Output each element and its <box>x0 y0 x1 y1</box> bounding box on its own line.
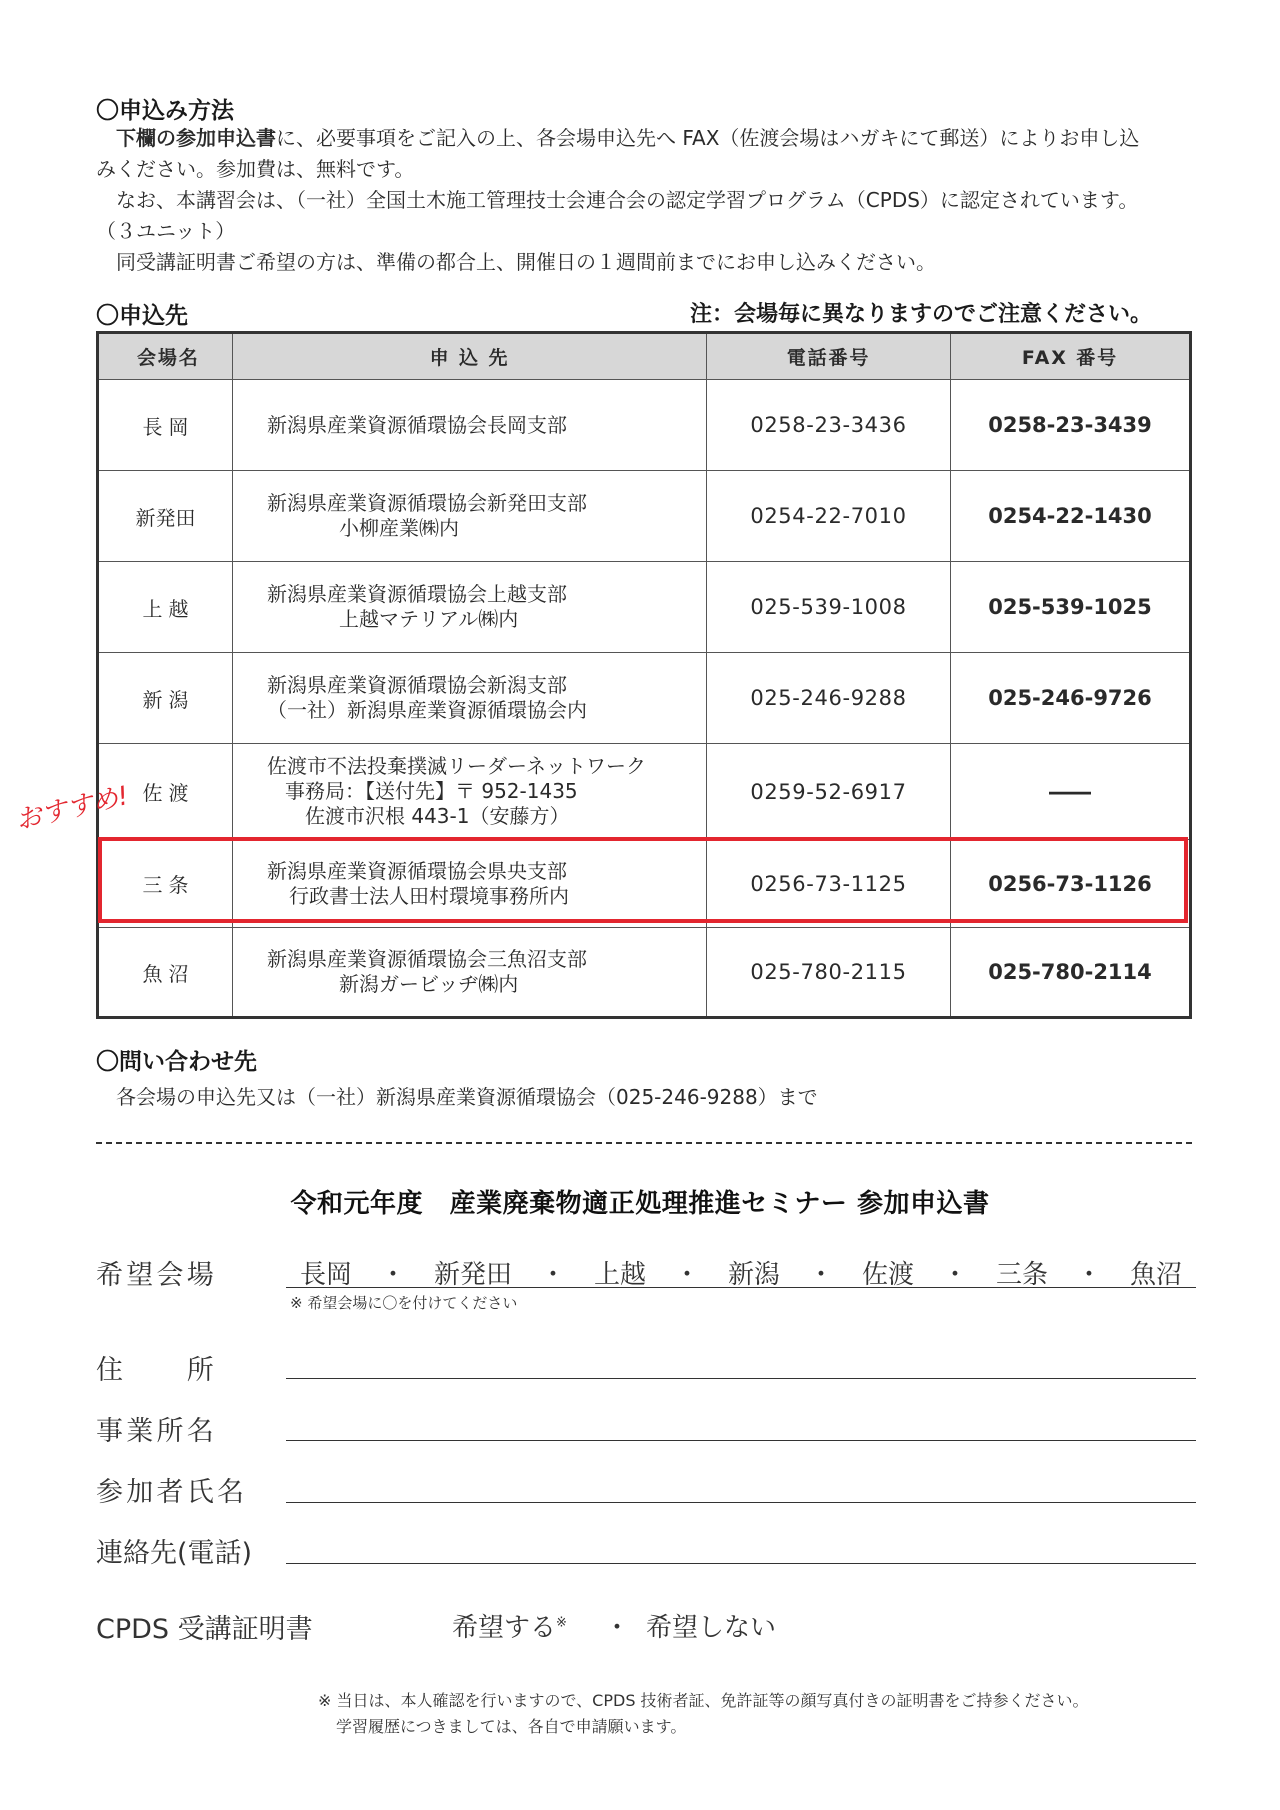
tel-cell: 025-246-9288 <box>707 653 951 743</box>
participant-label: 参加者氏名 <box>96 1477 248 1508</box>
applicant-line3: 佐渡市沢根 443-1（安藤方） <box>305 804 570 828</box>
cpds-yes-mark: ※ <box>556 1615 567 1631</box>
applicant-cell <box>233 380 707 470</box>
venue-option[interactable]: 佐渡 <box>861 1260 914 1290</box>
cpds-yes-option[interactable] <box>452 1607 567 1644</box>
venue-cell: 長岡 <box>99 380 233 470</box>
venue-cell: 三条 <box>99 840 233 927</box>
tel-cell: 0254-22-7010 <box>707 471 951 561</box>
address-label: 住 所 <box>96 1355 217 1386</box>
venue-separator: ・ <box>379 1260 406 1290</box>
apply-method-line4: （３ユニット） <box>96 219 236 243</box>
office-label: 事業所名 <box>96 1416 217 1447</box>
applicant-cell <box>233 471 707 561</box>
inquiry-text: 各会場の申込先又は（一社）新潟県産業資源循環協会（025-246-9288）まで <box>116 1085 818 1109</box>
applicant-cell <box>233 928 707 1016</box>
cpds-no-option[interactable]: 希望しない <box>646 1613 777 1643</box>
apply-method-bold: 下欄の参加申込書 <box>116 126 276 150</box>
applicant-line2: 新潟ガービッヂ㈱内 <box>339 972 519 996</box>
applicant-line1: 新潟県産業資源循環協会長岡支部 <box>267 412 567 437</box>
header-applicant: 申 込 先 <box>233 334 707 379</box>
applicant-cell <box>233 744 707 839</box>
applicant-cell <box>233 562 707 652</box>
venue-cell: 上越 <box>99 562 233 652</box>
venue-label: 希望会場 <box>96 1260 217 1291</box>
venue-separator: ・ <box>1075 1260 1102 1290</box>
apply-method-text <box>96 123 1196 278</box>
fax-cell: 025-539-1025 <box>988 595 1152 619</box>
contact-label: 連絡先(電話) <box>96 1538 253 1569</box>
fax-cell: 0254-22-1430 <box>988 504 1152 528</box>
fax-cell: ―― <box>1049 779 1091 804</box>
tel-cell: 0256-73-1125 <box>707 840 951 927</box>
venue-cell: 佐渡 <box>99 744 233 839</box>
tel-cell: 0258-23-3436 <box>707 380 951 470</box>
venue-separator: ・ <box>673 1260 700 1290</box>
apply-method-line3: なお、本講習会は、（一社）全国土木施工管理技士会連合会の認定学習プログラム（CPDS）に認定されています。 <box>116 188 1139 212</box>
venue-option[interactable]: 長岡 <box>299 1260 352 1290</box>
tel-cell: 025-539-1008 <box>707 562 951 652</box>
fax-cell: 0256-73-1126 <box>988 871 1152 896</box>
apply-method-line5: 同受講証明書ご希望の方は、準備の都合上、開催日の１週間前までにお申し込みください。 <box>116 250 936 274</box>
table-row <box>99 379 1189 470</box>
cut-line <box>96 1142 1192 1144</box>
cpds-separator: ・ <box>604 1613 631 1643</box>
tel-cell: 025-780-2115 <box>707 928 951 1016</box>
recommend-highlight-box <box>98 837 1188 923</box>
applicant-line1: 佐渡市不法投棄撲滅リーダーネットワーク <box>267 754 646 778</box>
participant-field[interactable] <box>286 1502 1196 1503</box>
venue-option[interactable]: 三条 <box>995 1260 1048 1290</box>
apply-method-line2: みください。参加費は、無料です。 <box>96 157 415 181</box>
fax-cell: 025-780-2114 <box>988 960 1152 984</box>
table-row <box>99 927 1189 1016</box>
table-row <box>99 652 1189 743</box>
venue-options <box>286 1254 1196 1291</box>
venue-option[interactable]: 上越 <box>593 1260 646 1290</box>
apply-method-title: 〇申込み方法 <box>96 98 234 124</box>
table-row <box>99 470 1189 561</box>
venue-separator: ・ <box>941 1260 968 1290</box>
venue-cell: 魚沼 <box>99 928 233 1016</box>
header-venue: 会場名 <box>99 334 233 379</box>
applicant-line2: 事務局：【送付先】〒 952-1435 <box>285 779 578 803</box>
form-note-1: ※ 当日は、本人確認を行いますので、CPDS 技術者証、免許証等の顔写真付きの証明書をご持参ください。 <box>318 1691 1089 1710</box>
table-header <box>99 334 1189 379</box>
venue-cell: 新発田 <box>99 471 233 561</box>
applicant-cell <box>233 653 707 743</box>
venue-option[interactable]: 魚沼 <box>1129 1260 1182 1290</box>
header-fax: FAX 番号 <box>1021 347 1119 369</box>
header-tel: 電話番号 <box>707 334 951 379</box>
apply-method-line1: に、必要事項をご記入の上、各会場申込先へ FAX（佐渡会場はハガキにて郵送）によりお申し込 <box>276 126 1140 150</box>
fax-cell: 0258-23-3439 <box>988 413 1152 437</box>
office-field[interactable] <box>286 1440 1196 1441</box>
applicant-line1: 新潟県産業資源循環協会県央支部 <box>267 858 567 883</box>
recommend-note: おすすめ! <box>13 780 132 837</box>
form-notes <box>318 1688 1089 1740</box>
venue-separator: ・ <box>539 1260 566 1290</box>
tel-cell: 0259-52-6917 <box>707 744 951 839</box>
applicant-line2: 小柳産業㈱内 <box>339 516 459 540</box>
contact-field[interactable] <box>286 1563 1196 1564</box>
apply-to-note: 注：会場毎に異なりますのでご注意ください。 <box>690 302 1153 327</box>
address-field[interactable] <box>286 1378 1196 1379</box>
applicant-line1: 新潟県産業資源循環協会新潟支部 <box>267 673 567 697</box>
inquiry-title: 〇問い合わせ先 <box>96 1049 257 1075</box>
venue-option[interactable]: 新潟 <box>727 1260 780 1290</box>
venue-hint: ※ 希望会場に〇を付けてください <box>290 1294 518 1312</box>
table-row <box>99 743 1189 839</box>
applicant-line2: （一社）新潟県産業資源循環協会内 <box>267 698 587 722</box>
apply-to-title: 〇申込先 <box>96 303 188 329</box>
form-title: 令和元年度 産業廃棄物適正処理推進セミナー 参加申込書 <box>290 1189 990 1219</box>
venue-underline <box>286 1287 1196 1288</box>
fax-cell: 025-246-9726 <box>988 686 1152 710</box>
applicant-line1: 新潟県産業資源循環協会新発田支部 <box>267 491 587 515</box>
table-row <box>99 561 1189 652</box>
venue-cell: 新潟 <box>99 653 233 743</box>
form-note-2: 学習履歴につきましては、各自で申請願います。 <box>336 1717 687 1736</box>
cpds-label: CPDS 受講証明書 <box>96 1614 313 1645</box>
cpds-yes-label: 希望する <box>452 1613 557 1643</box>
applicant-line2: 行政書士法人田村環境事務所内 <box>289 883 569 908</box>
venue-option[interactable]: 新発田 <box>433 1260 512 1290</box>
applicant-line1: 新潟県産業資源循環協会三魚沼支部 <box>267 947 587 971</box>
applicant-line1: 新潟県産業資源循環協会上越支部 <box>267 582 567 606</box>
applicant-line2: 上越マテリアル㈱内 <box>339 607 519 631</box>
venue-separator: ・ <box>807 1260 834 1290</box>
